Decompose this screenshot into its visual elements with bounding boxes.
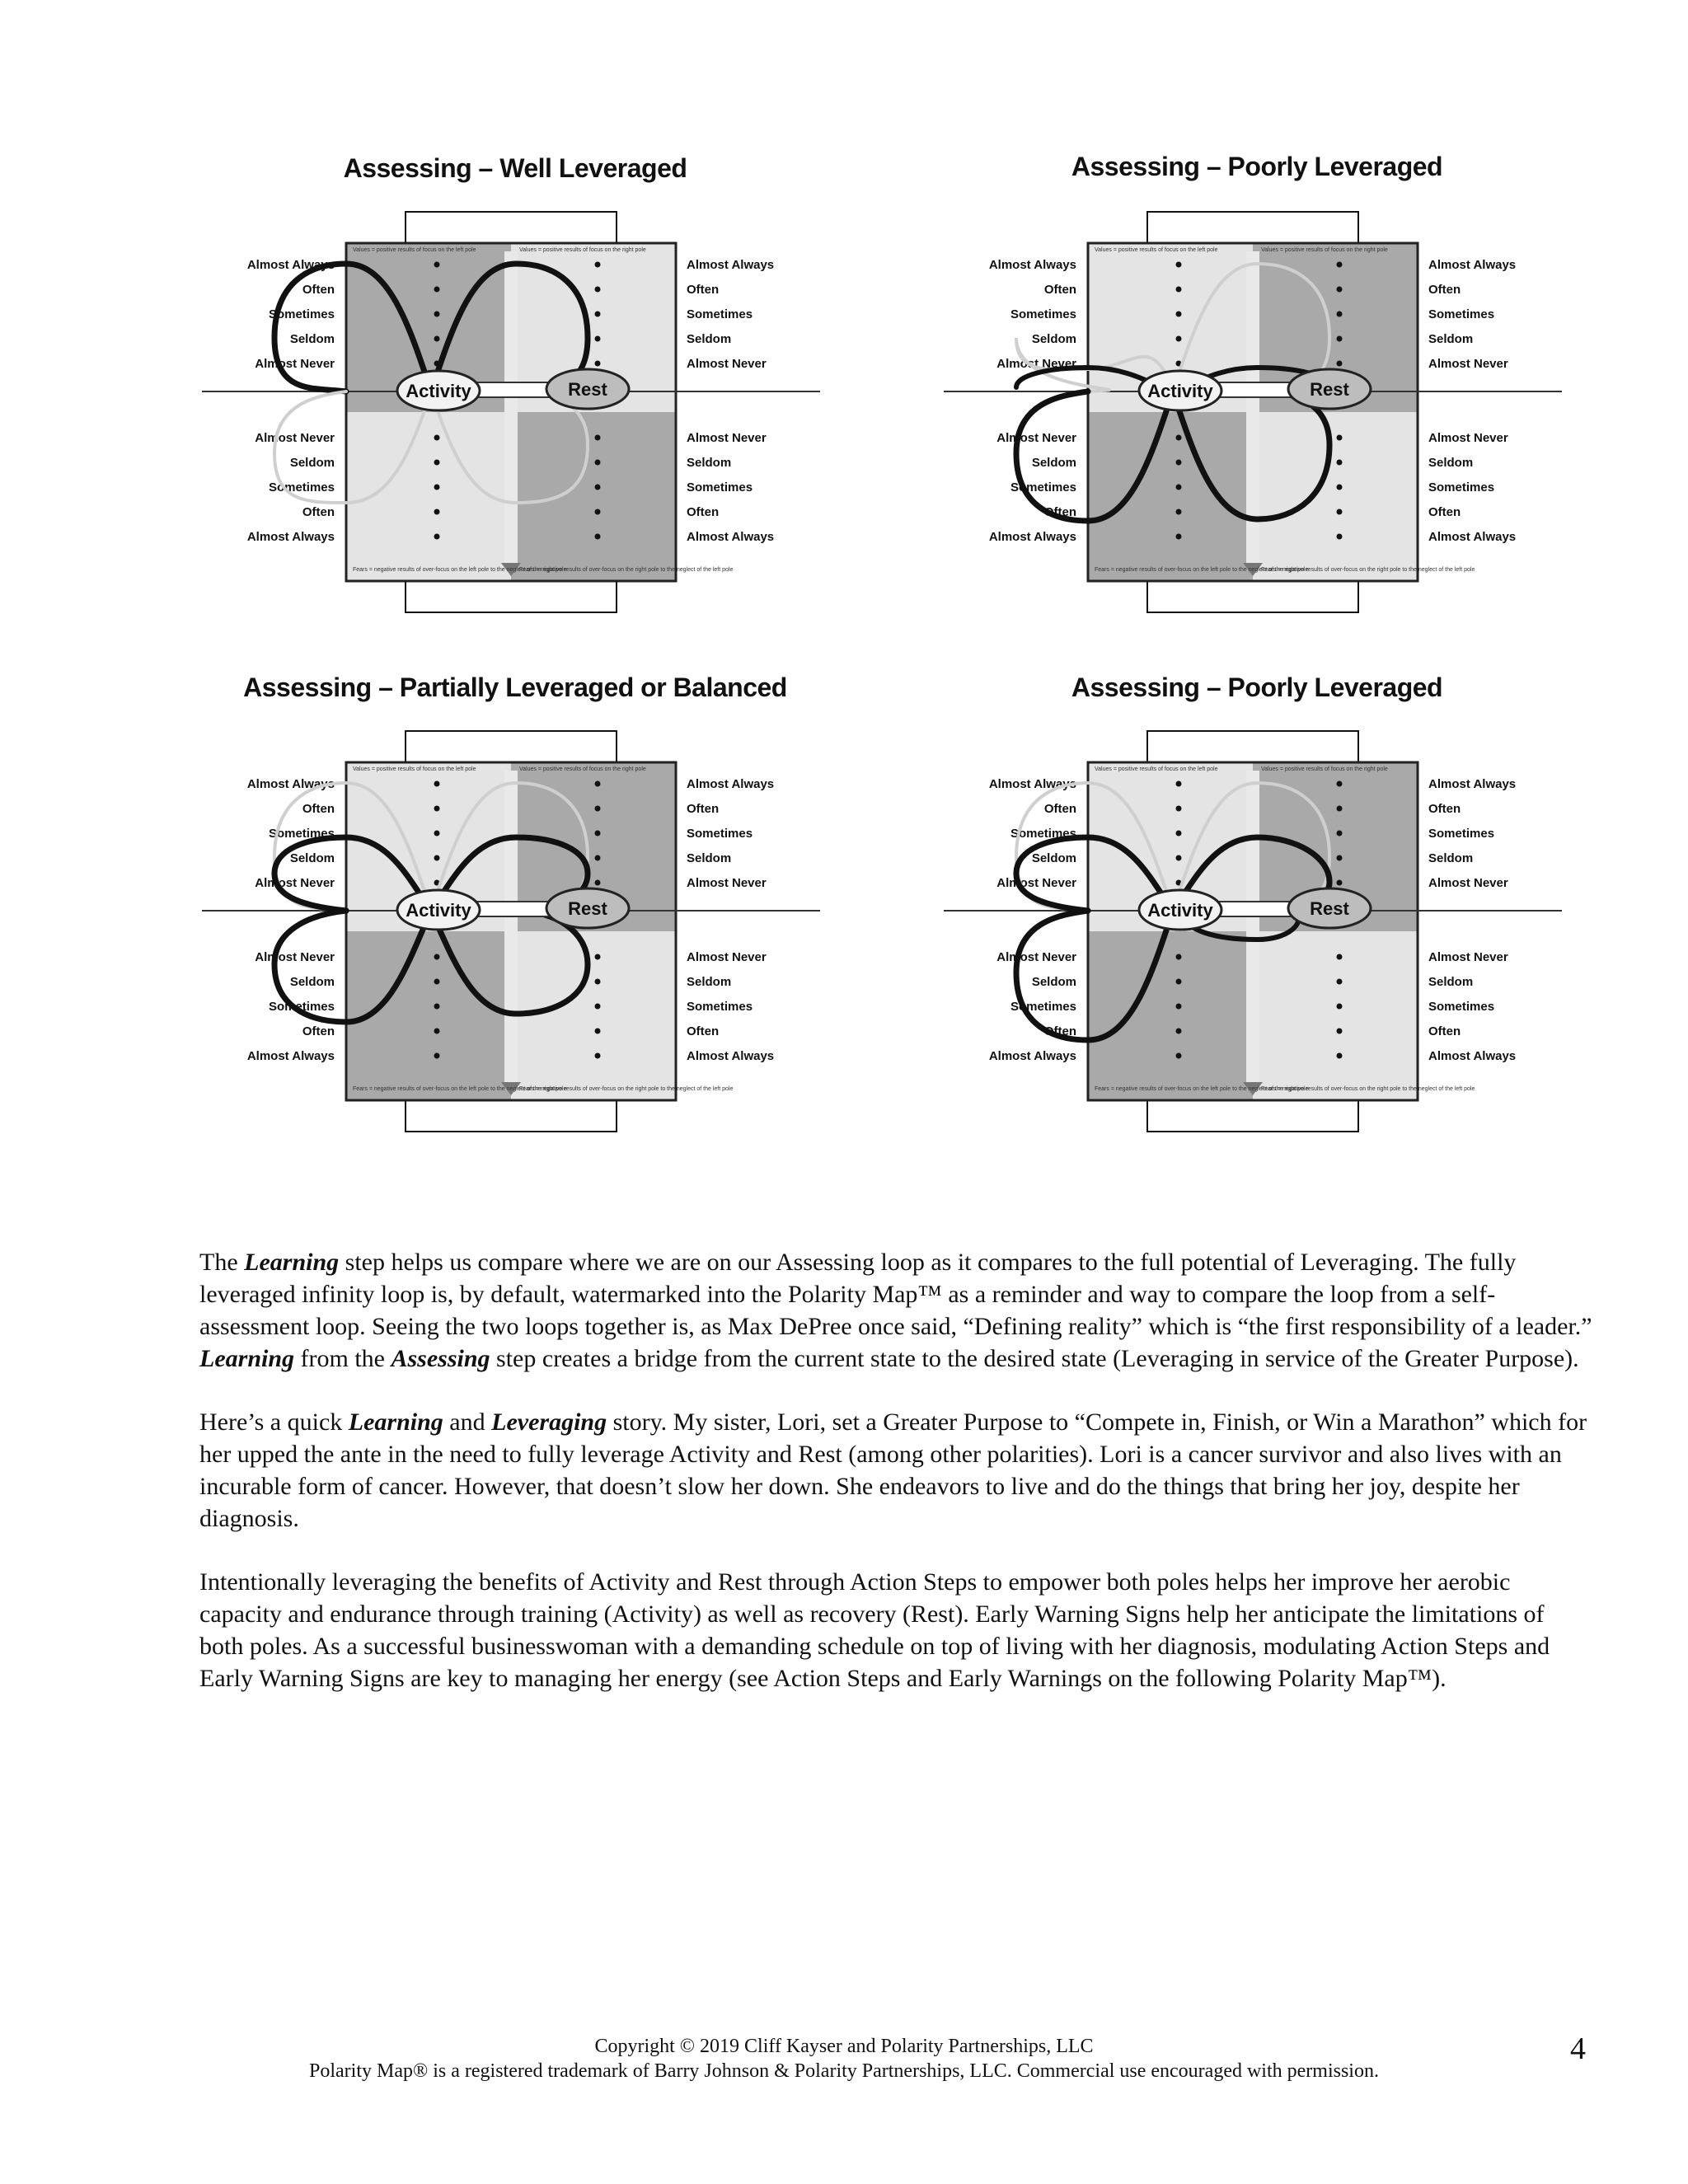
scale-dot — [1176, 831, 1182, 837]
scale-label-right: Often — [1428, 1024, 1461, 1038]
pole-right-label: Rest — [1310, 379, 1349, 400]
scale-label-right: Almost Always — [687, 530, 775, 544]
polarity-map-diagram — [190, 668, 841, 1146]
fears-note-right: Fears = negative results of over-focus on the right pole to the neglect of the left pole — [519, 567, 734, 573]
scale-dot — [1176, 954, 1182, 960]
scale-label-right: Often — [687, 283, 720, 297]
paragraph-learning — [199, 1246, 1592, 1375]
map-top-tab — [406, 731, 617, 764]
polarity-map-diagram — [190, 148, 841, 626]
quadrant-lower-left — [1088, 931, 1253, 1100]
text-run: story. My sister, Lori, set a Greater Purpose to “Compete in, Finish, or Win a Marathon” which for her upped the ante in the need to fully leverage Activity and Rest (among other polarities). Lori is a cancer survivor and also lives with an incurable form of cancer. However, that doesn’t slow her down. She endeavors to live and do the things that bring her joy, despite her diagnosis. — [199, 1408, 1587, 1532]
scale-label-left: Sometimes — [1010, 827, 1076, 841]
values-note-left: Values = positive results of focus on the left pole — [1095, 247, 1218, 253]
scale-dot — [595, 831, 601, 837]
scale-dot — [1176, 435, 1182, 441]
paragraph-story — [199, 1406, 1592, 1535]
quadrant-lower-right — [1253, 412, 1418, 581]
scale-label-left: Seldom — [289, 332, 335, 346]
scale-label-right: Almost Always — [687, 258, 775, 272]
scale-label-right: Almost Never — [687, 876, 767, 890]
scale-label-right: Sometimes — [1428, 827, 1495, 841]
pole-right-label: Rest — [568, 898, 607, 919]
panel-title: Assessing – Poorly Leveraged — [1071, 152, 1443, 181]
scale-label-right: Sometimes — [687, 480, 753, 494]
scale-label-left: Almost Always — [246, 258, 335, 272]
scale-label-right: Almost Never — [687, 431, 767, 445]
scale-dot — [595, 460, 601, 466]
scale-dot — [1337, 509, 1343, 515]
scale-dot — [1337, 831, 1343, 837]
text-run: step creates a bridge from the current state to the desired state (Leveraging in service of the Greater Purpose). — [490, 1345, 1579, 1372]
page-number: 4 — [1570, 2032, 1586, 2066]
scale-label-right: Seldom — [1428, 975, 1474, 989]
scale-dot — [1337, 1004, 1343, 1010]
scale-dot — [1337, 262, 1343, 268]
panel-partially-leveraged — [190, 668, 841, 1146]
scale-dot — [1337, 361, 1343, 367]
values-note-left: Values = positive results of focus on the left pole — [353, 766, 476, 772]
scale-label-left: Almost Always — [988, 530, 1076, 544]
scale-dot — [434, 435, 440, 441]
map-bottom-tab — [406, 1099, 617, 1132]
scale-dot — [1176, 979, 1182, 985]
scale-label-right: Almost Never — [1428, 357, 1508, 371]
scale-label-left: Almost Always — [246, 777, 335, 791]
scale-dot — [434, 262, 440, 268]
scale-dot — [434, 1004, 440, 1010]
emphasis-term: Learning — [348, 1408, 443, 1436]
text-run: and — [443, 1408, 492, 1436]
scale-label-left: Almost Always — [246, 1049, 335, 1063]
scale-dot — [595, 1004, 601, 1010]
scale-dot — [1337, 979, 1343, 985]
panel-title: Assessing – Well Leveraged — [343, 153, 687, 183]
scale-dot — [595, 806, 601, 812]
map-top-tab — [1147, 212, 1358, 245]
scale-label-left: Almost Never — [996, 950, 1076, 964]
pole-left-label: Activity — [406, 900, 471, 921]
map-top-tab — [1147, 731, 1358, 764]
scale-dot — [595, 287, 601, 293]
text-run: Here’s a quick — [199, 1408, 349, 1436]
scale-dot — [434, 534, 440, 540]
scale-label-left: Almost Never — [255, 876, 335, 890]
polarity-map-diagram — [931, 148, 1582, 626]
map-bottom-tab — [1147, 579, 1358, 612]
scale-label-right: Seldom — [687, 456, 732, 470]
scale-label-left: Almost Never — [255, 950, 335, 964]
panel-poorly-leveraged-2 — [931, 668, 1582, 1146]
scale-label-left: Almost Never — [255, 357, 335, 371]
scale-label-right: Seldom — [1428, 332, 1474, 346]
panel-poorly-leveraged-1 — [931, 148, 1582, 626]
footer-trademark: Polarity Map® is a registered trademark of Barry Johnson & Polarity Partnerships, LLC. Commercial use encouraged with permission. — [309, 2060, 1379, 2082]
panel-well-leveraged — [190, 148, 841, 626]
fears-note-right: Fears = negative results of over-focus on the right pole to the neglect of the left pole — [1261, 567, 1475, 573]
map-bottom-tab — [1147, 1099, 1358, 1132]
scale-dot — [595, 435, 601, 441]
body-text — [199, 1246, 1592, 1726]
emphasis-term: Leveraging — [491, 1408, 607, 1436]
text-run: Intentionally leveraging the benefits of Activity and Rest through Action Steps to empower both poles helps her improve her aerobic capacity and endurance through training (Activity) as well as recovery (Rest). Early Warning Signs help her anticipate the limitations of both poles. As a successful businesswoman with a demanding schedule on top of living with her diagnosis, modulating Action Steps and Early Warning Signs are key to managing her energy (see Action Steps and Early Warnings on the following Polarity Map™). — [199, 1568, 1550, 1692]
scale-label-right: Sometimes — [1428, 480, 1495, 494]
scale-dot — [1176, 287, 1182, 293]
scale-dot — [434, 336, 440, 342]
scale-label-right: Sometimes — [687, 307, 753, 321]
scale-label-right: Often — [687, 802, 720, 816]
scale-dot — [434, 781, 440, 787]
scale-label-right: Sometimes — [1428, 1000, 1495, 1014]
scale-label-left: Almost Always — [246, 530, 335, 544]
scale-dot — [434, 485, 440, 490]
emphasis-term: Assessing — [391, 1345, 490, 1372]
scale-dot — [434, 979, 440, 985]
scale-label-left: Sometimes — [268, 307, 335, 321]
scale-label-right: Seldom — [687, 332, 732, 346]
scale-dot — [1176, 1053, 1182, 1059]
scale-label-left: Almost Always — [988, 777, 1076, 791]
scale-label-left: Seldom — [1031, 332, 1076, 346]
scale-dot — [1337, 534, 1343, 540]
scale-label-left: Seldom — [1031, 456, 1076, 470]
scale-label-left: Sometimes — [1010, 480, 1076, 494]
scale-label-left: Seldom — [289, 851, 335, 865]
scale-dot — [1176, 806, 1182, 812]
scale-dot — [595, 1053, 601, 1059]
scale-dot — [1337, 336, 1343, 342]
scale-label-left: Often — [302, 505, 335, 519]
scale-dot — [595, 1029, 601, 1034]
values-note-right: Values = positive results of focus on the right pole — [519, 247, 646, 253]
values-note-right: Values = positive results of focus on the right pole — [1261, 247, 1388, 253]
scale-dot — [595, 485, 601, 490]
emphasis-term: Learning — [244, 1249, 340, 1276]
scale-dot — [595, 336, 601, 342]
scale-label-right: Almost Never — [1428, 950, 1508, 964]
fears-note-right: Fears = negative results of over-focus on the right pole to the neglect of the left pole — [1261, 1086, 1475, 1092]
fears-note-left: Fears = negative results of over-focus on the left pole to the neglect of the right pole — [1095, 567, 1309, 573]
scale-dot — [1337, 880, 1343, 886]
scale-dot — [1176, 336, 1182, 342]
quadrant-lower-right — [511, 931, 676, 1100]
scale-label-left: Often — [1043, 1024, 1076, 1038]
quadrant-lower-right — [511, 412, 676, 581]
quadrant-lower-right — [1253, 931, 1418, 1100]
text-run: step helps us compare where we are on our Assessing loop as it compares to the full potential of Leveraging. The fully leveraged infinity loop is, by default, watermarked into the Polarity Map™ as a reminder and way to compare the loop from a self-assessment loop. Seeing the two loops together is, as Max DePree once said, “Defining reality” which is “the first responsibility of a leader.” — [199, 1249, 1592, 1340]
values-note-left: Values = positive results of focus on the left pole — [353, 247, 476, 253]
scale-label-right: Often — [1428, 802, 1461, 816]
scale-dot — [595, 954, 601, 960]
pole-left-label: Activity — [406, 381, 471, 401]
fears-note-left: Fears = negative results of over-focus on the left pole to the neglect of the right pole — [353, 1086, 567, 1092]
scale-label-right: Seldom — [687, 975, 732, 989]
scale-dot — [1176, 312, 1182, 317]
scale-label-right: Seldom — [1428, 456, 1474, 470]
scale-dot — [434, 855, 440, 861]
scale-label-left: Almost Never — [996, 431, 1076, 445]
scale-dot — [1337, 287, 1343, 293]
scale-label-right: Almost Always — [1428, 777, 1517, 791]
scale-dot — [1176, 509, 1182, 515]
scale-dot — [1176, 1004, 1182, 1010]
scale-dot — [595, 312, 601, 317]
scale-label-right: Almost Always — [1428, 1049, 1517, 1063]
text-run: The — [199, 1249, 245, 1276]
scale-dot — [1337, 1029, 1343, 1034]
scale-label-left: Almost Never — [996, 357, 1076, 371]
scale-label-right: Almost Never — [687, 357, 767, 371]
pole-right-label: Rest — [1310, 898, 1349, 919]
scale-dot — [1337, 1053, 1343, 1059]
values-note-right: Values = positive results of focus on the right pole — [519, 766, 646, 772]
scale-dot — [1337, 781, 1343, 787]
scale-label-left: Sometimes — [268, 827, 335, 841]
scale-dot — [434, 831, 440, 837]
fears-note-left: Fears = negative results of over-focus on the left pole to the neglect of the right pole — [1095, 1086, 1309, 1092]
scale-label-right: Often — [687, 1024, 720, 1038]
scale-label-right: Often — [1428, 283, 1461, 297]
footer-copyright: Copyright © 2019 Cliff Kayser and Polarity Partnerships, LLC — [594, 2036, 1094, 2057]
map-bottom-tab — [406, 579, 617, 612]
scale-dot — [595, 979, 601, 985]
scale-dot — [1176, 1029, 1182, 1034]
pole-left-label: Activity — [1147, 900, 1213, 921]
scale-label-right: Sometimes — [687, 1000, 753, 1014]
map-top-tab — [406, 212, 617, 245]
scale-label-left: Almost Never — [996, 876, 1076, 890]
scale-dot — [595, 262, 601, 268]
scale-dot — [1337, 460, 1343, 466]
scale-label-right: Often — [1428, 505, 1461, 519]
scale-label-left: Sometimes — [268, 480, 335, 494]
scale-dot — [1337, 855, 1343, 861]
scale-label-left: Almost Always — [988, 258, 1076, 272]
scale-label-left: Often — [302, 1024, 335, 1038]
panel-title: Assessing – Poorly Leveraged — [1071, 673, 1443, 702]
scale-label-left: Often — [1043, 283, 1076, 297]
scale-dot — [1176, 855, 1182, 861]
scale-label-right: Often — [687, 505, 720, 519]
scale-dot — [1337, 485, 1343, 490]
emphasis-term: Learning — [199, 1345, 295, 1372]
scale-dot — [595, 855, 601, 861]
fears-note-right: Fears = negative results of over-focus on the right pole to the neglect of the left pole — [519, 1086, 734, 1092]
scale-label-right: Almost Always — [1428, 258, 1517, 272]
scale-label-right: Almost Always — [1428, 530, 1517, 544]
scale-label-right: Almost Never — [687, 950, 767, 964]
scale-label-left: Almost Never — [255, 431, 335, 445]
scale-dot — [595, 361, 601, 367]
scale-dot — [434, 806, 440, 812]
scale-dot — [1176, 262, 1182, 268]
scale-dot — [1337, 806, 1343, 812]
scale-label-left: Sometimes — [1010, 307, 1076, 321]
scale-dot — [1337, 435, 1343, 441]
scale-dot — [1176, 534, 1182, 540]
pole-left-label: Activity — [1147, 381, 1213, 401]
scale-label-right: Seldom — [687, 851, 732, 865]
scale-dot — [595, 880, 601, 886]
polarity-map-diagram — [931, 668, 1582, 1146]
scale-dot — [1337, 954, 1343, 960]
scale-dot — [1176, 460, 1182, 466]
scale-label-left: Seldom — [1031, 851, 1076, 865]
scale-label-left: Sometimes — [268, 1000, 335, 1014]
scale-dot — [1176, 781, 1182, 787]
scale-dot — [434, 287, 440, 293]
scale-dot — [434, 954, 440, 960]
scale-dot — [434, 312, 440, 317]
scale-dot — [434, 460, 440, 466]
text-run: from the — [294, 1345, 392, 1372]
scale-dot — [434, 1029, 440, 1034]
paragraph-leveraging — [199, 1566, 1592, 1694]
panel-title: Assessing – Partially Leveraged or Balanced — [243, 673, 787, 702]
scale-label-left: Seldom — [1031, 975, 1076, 989]
scale-dot — [595, 534, 601, 540]
scale-dot — [595, 781, 601, 787]
values-note-right: Values = positive results of focus on the right pole — [1261, 766, 1388, 772]
scale-label-right: Almost Never — [1428, 876, 1508, 890]
scale-label-left: Often — [1043, 505, 1076, 519]
scale-label-left: Almost Always — [988, 1049, 1076, 1063]
pole-right-label: Rest — [568, 379, 607, 400]
fears-note-left: Fears = negative results of over-focus on the left pole to the neglect of the right pole — [353, 567, 567, 573]
scale-label-left: Often — [302, 802, 335, 816]
scale-label-left: Sometimes — [1010, 1000, 1076, 1014]
scale-dot — [434, 1053, 440, 1059]
scale-dot — [1337, 312, 1343, 317]
scale-label-left: Often — [302, 283, 335, 297]
quadrant-lower-left — [1088, 412, 1253, 581]
scale-label-right: Sometimes — [687, 827, 753, 841]
scale-label-right: Almost Always — [687, 1049, 775, 1063]
values-note-left: Values = positive results of focus on the left pole — [1095, 766, 1218, 772]
scale-dot — [434, 509, 440, 515]
scale-label-right: Sometimes — [1428, 307, 1495, 321]
scale-label-left: Seldom — [289, 975, 335, 989]
scale-dot — [595, 509, 601, 515]
scale-label-left: Often — [1043, 802, 1076, 816]
scale-dot — [1176, 485, 1182, 490]
scale-label-right: Almost Always — [687, 777, 775, 791]
scale-label-right: Seldom — [1428, 851, 1474, 865]
scale-label-left: Seldom — [289, 456, 335, 470]
scale-label-right: Almost Never — [1428, 431, 1508, 445]
